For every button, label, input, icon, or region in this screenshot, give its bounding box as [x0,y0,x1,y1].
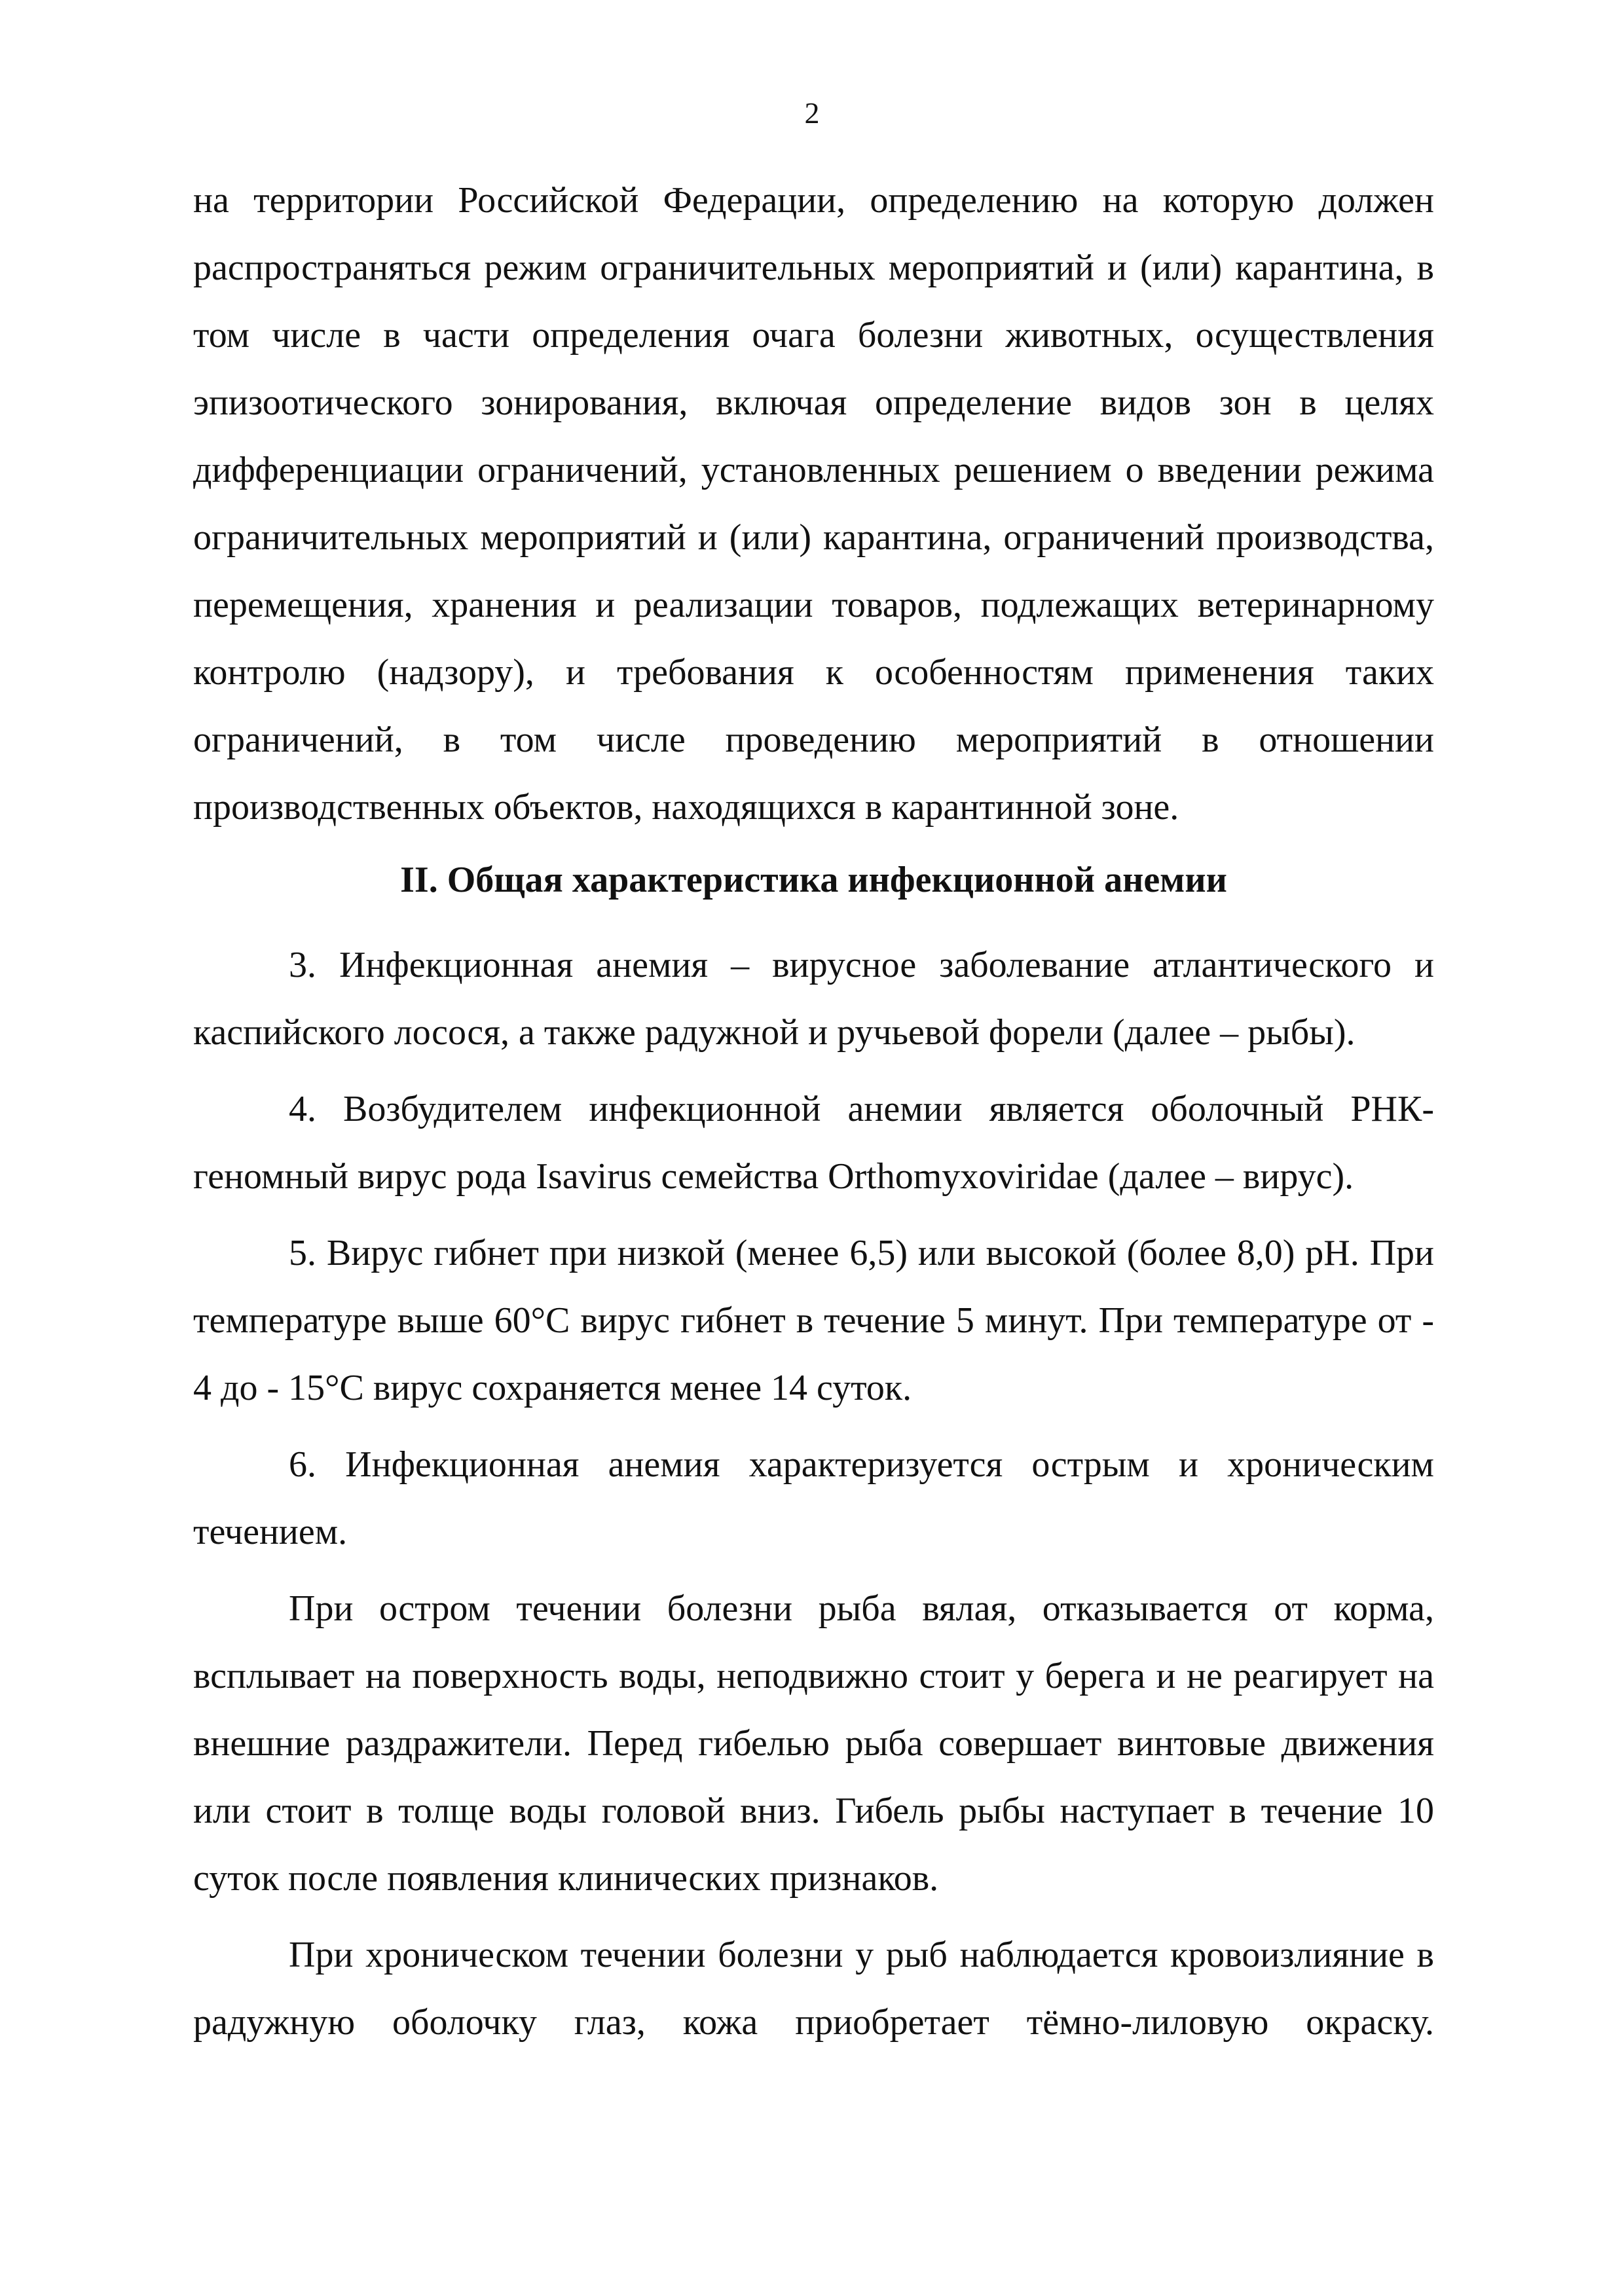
paragraph-intro-continuation: на территории Российской Федерации, определению на которую должен распространяться режим ограничительных мероприятий и (или) карантина, в том числе в части определения очага болезни животных, осуществления эпизоотического зонирования, включая определение видов зон в целях дифференциации ограничений, установленных решением о введении режима ограничительных мероприятий и (или) карантина, ограничений производства, перемещения, хранения и реализации товаров, подлежащих ветеринарному контролю (надзору), и требования к особенностям применения таких ограничений, в том числе проведению мероприятий в отношении производственных объектов, находящихся в карантинной зоне. [193,180,1434,828]
document-body [193,167,1434,2056]
paragraph-chronic-course: При хроническом течении болезни у рыб наблюдается кровоизлияние в радужную оболочку глаз, кожа приобретает тёмно-лиловую окраску. [193,1935,1434,2043]
page-number: 2 [804,96,820,130]
paragraph-4: 4. Возбудителем инфекционной анемии является оболочный РНК-геномный вирус рода Isavirus семейства Orthomyxoviridae (далее – вирус). [193,1089,1434,1197]
section-heading: II. Общая характеристика инфекционной анемии [400,860,1227,900]
paragraph-5: 5. Вирус гибнет при низкой (менее 6,5) или высокой (более 8,0) pH. При температуре выше 60°С вирус гибнет в течение 5 минут. При температуре от - 4 до - 15°С вирус сохраняется менее 14 суток. [193,1233,1434,1408]
paragraph-acute-course: При остром течении болезни рыба вялая, отказывается от корма, всплывает на поверхность воды, неподвижно стоит у берега и не реагирует на внешние раздражители. Перед гибелью рыба совершает винтовые движения или стоит в толще воды головой вниз. Гибель рыбы наступает в течение 10 суток после появления клинических признаков. [193,1588,1434,1899]
paragraph-3: 3. Инфекционная анемия – вирусное заболевание атлантического и каспийского лосося, а также радужной и ручьевой форели (далее – рыбы). [193,945,1434,1053]
paragraph-6: 6. Инфекционная анемия характеризуется острым и хроническим течением. [193,1444,1434,1552]
